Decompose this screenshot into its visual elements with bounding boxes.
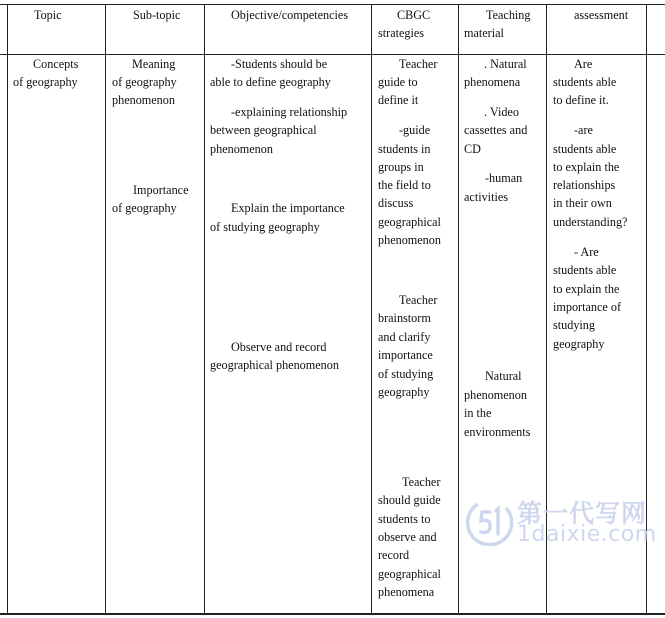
assessment-cell: in their own — [553, 196, 612, 210]
cbgc-cell: importance — [378, 348, 433, 362]
header-cbgc: strategies — [378, 26, 425, 40]
cbgc-cell: should guide — [378, 493, 441, 507]
assessment-cell: geography — [553, 337, 605, 351]
teaching-cell: phenomenon — [464, 388, 527, 402]
teaching-cell: cassettes and — [464, 123, 528, 137]
cbgc-cell: students to — [378, 512, 431, 526]
assessment-cell: students able — [553, 263, 617, 277]
subtopic-cell: of geography — [112, 201, 177, 215]
objective-cell: Explain the importance — [231, 201, 345, 215]
column-divider — [204, 4, 205, 615]
table-top-rule — [0, 4, 665, 5]
header-cbgc: CBGC — [397, 8, 431, 22]
assessment-cell: - Are — [574, 245, 599, 259]
teaching-cell: CD — [464, 142, 481, 156]
assessment-cell: -are — [574, 123, 593, 137]
cbgc-cell: Teacher — [399, 57, 438, 71]
cbgc-cell: guide to — [378, 75, 418, 89]
cbgc-cell: geography — [378, 385, 430, 399]
teaching-cell: environments — [464, 425, 531, 439]
cbgc-cell: phenomenon — [378, 233, 441, 247]
cbgc-cell: Teacher — [399, 293, 438, 307]
watermark-english: 1daixie.com — [517, 522, 657, 547]
objective-cell: Observe and record — [231, 340, 327, 354]
teaching-cell: Natural — [485, 369, 522, 383]
subtopic-cell: Meaning — [132, 57, 176, 71]
teaching-cell: -human — [485, 171, 523, 185]
teaching-cell: . Natural — [484, 57, 527, 71]
teaching-cell: in the — [464, 406, 492, 420]
cbgc-cell: of studying — [378, 367, 434, 381]
header-assessment: assessment — [574, 8, 629, 22]
header-bottom-rule — [0, 54, 665, 55]
column-divider — [7, 4, 8, 615]
objective-cell: geographical phenomenon — [210, 358, 339, 372]
cbgc-cell: discuss — [378, 196, 414, 210]
teaching-cell: phenomena — [464, 75, 521, 89]
objective-cell: -explaining relationship — [231, 105, 348, 119]
cbgc-cell: geographical — [378, 567, 441, 581]
cbgc-cell: phenomena — [378, 585, 435, 599]
assessment-cell: to define it. — [553, 93, 609, 107]
assessment-cell: students able — [553, 75, 617, 89]
column-divider — [458, 4, 459, 615]
header-objective: Objective/competencies — [231, 8, 349, 22]
subtopic-cell: of geography — [112, 75, 177, 89]
assessment-cell: to explain the — [553, 160, 620, 174]
assessment-cell: Are — [574, 57, 593, 71]
watermark — [462, 494, 662, 546]
cbgc-cell: students in — [378, 142, 431, 156]
cbgc-cell: and clarify — [378, 330, 431, 344]
header-teaching: Teaching — [486, 8, 531, 22]
column-divider — [105, 4, 106, 615]
cbgc-cell: the field to — [378, 178, 431, 192]
cbgc-cell: observe and — [378, 530, 437, 544]
objective-cell: able to define geography — [210, 75, 331, 89]
header-teaching: material — [464, 26, 504, 40]
assessment-cell: importance of — [553, 300, 622, 314]
cbgc-cell: groups in — [378, 160, 424, 174]
objective-cell: phenomenon — [210, 142, 273, 156]
assessment-cell: relationships — [553, 178, 616, 192]
column-divider — [371, 4, 372, 615]
cbgc-cell: -guide — [399, 123, 431, 137]
cbgc-cell: define it — [378, 93, 419, 107]
topic-cell: Concepts — [33, 57, 79, 71]
subtopic-cell: phenomenon — [112, 93, 175, 107]
teaching-cell: . Video — [484, 105, 519, 119]
cbgc-cell: brainstorm — [378, 311, 431, 325]
watermark-chinese: 第一代写网 — [517, 499, 648, 528]
header-subtopic: Sub-topic — [133, 8, 181, 22]
objective-cell: -Students should be — [231, 57, 328, 71]
subtopic-cell: Importance — [133, 183, 189, 197]
teaching-cell: activities — [464, 190, 508, 204]
assessment-cell: students able — [553, 142, 617, 156]
cbgc-cell: geographical — [378, 215, 441, 229]
objective-cell: of studying geography — [210, 220, 320, 234]
table-bottom-rule — [0, 613, 665, 615]
assessment-cell: to explain the — [553, 282, 620, 296]
cbgc-cell: Teacher — [402, 475, 441, 489]
assessment-cell: studying — [553, 318, 595, 332]
cbgc-cell: record — [378, 548, 410, 562]
topic-cell: of geography — [13, 75, 78, 89]
watermark-logo-icon — [462, 494, 514, 546]
objective-cell: between geographical — [210, 123, 317, 137]
assessment-cell: understanding? — [553, 215, 628, 229]
header-topic: Topic — [34, 8, 62, 22]
